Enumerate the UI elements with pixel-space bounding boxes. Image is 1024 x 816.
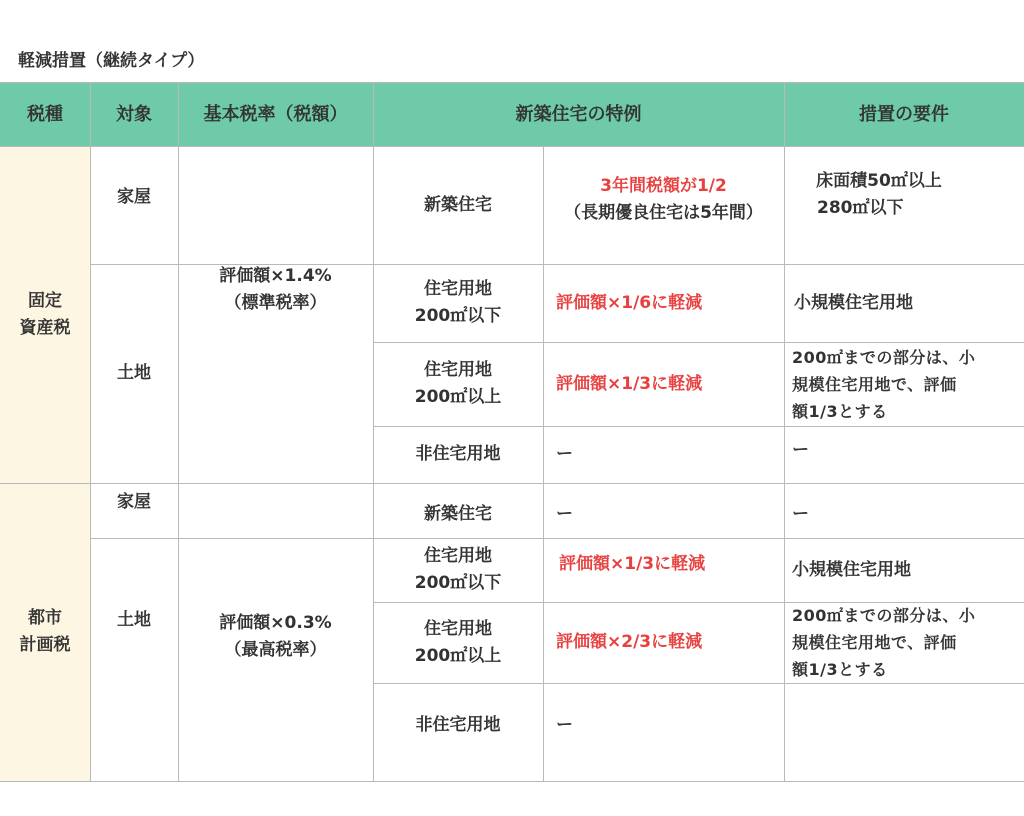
subtarget-city-1 <box>373 538 543 602</box>
target-land-fixed <box>90 264 178 483</box>
requirement-fixed-2-line3: 額1/3とする <box>792 401 888 421</box>
tax-type-fixed-asset-line2: 資産税 <box>19 317 71 338</box>
tax-type-city-planning-line1: 都市 <box>28 608 62 628</box>
subtarget-fixed-0 <box>373 146 543 264</box>
divider <box>0 82 1024 83</box>
divider <box>90 538 1024 539</box>
requirement-fixed-3 <box>784 426 1024 483</box>
divider <box>373 602 1024 603</box>
basic-rate-fixed <box>178 146 373 483</box>
tax-type-fixed-asset-line1: 固定 <box>28 290 62 311</box>
subtarget-city-1-line1: 住宅用地 <box>424 546 492 566</box>
requirement-fixed-2-line2: 規模住宅用地で、評価 <box>792 374 957 394</box>
divider <box>373 342 1024 343</box>
tax-type-fixed-asset <box>0 146 90 483</box>
target-house-fixed-label: 家屋 <box>117 187 151 207</box>
basic-rate-fixed-line2: （標準税率） <box>224 292 327 313</box>
header-target-label: 対象 <box>116 103 152 125</box>
divider <box>543 146 544 781</box>
subtarget-fixed-3 <box>373 426 543 483</box>
requirement-fixed-2 <box>784 342 1024 426</box>
target-house-city <box>90 483 178 538</box>
basic-rate-city <box>178 483 373 781</box>
basic-rate-city-line1: 評価額×0.3% <box>219 613 332 633</box>
header-tax-type <box>0 82 90 146</box>
basic-rate-city-line2: （最高税率） <box>224 640 327 660</box>
requirement-fixed-0-line2: 280㎡以下 <box>817 198 904 218</box>
divider <box>373 426 1024 427</box>
subtarget-fixed-1-line1: 住宅用地 <box>424 279 492 299</box>
target-house-city-label: 家屋 <box>117 492 151 512</box>
requirement-fixed-3-line1: ー <box>792 440 809 460</box>
subtarget-city-1-line2: 200㎡以下 <box>414 573 502 593</box>
subtarget-fixed-2-line1: 住宅用地 <box>424 360 492 380</box>
requirement-city-2 <box>784 602 1024 683</box>
special-fixed-3 <box>543 426 784 483</box>
special-city-1 <box>543 538 784 602</box>
subtarget-fixed-1 <box>373 264 543 342</box>
requirement-fixed-1 <box>784 264 1024 342</box>
header-requirements-label: 措置の要件 <box>859 103 949 125</box>
basic-rate-fixed-line1: 評価額×1.4% <box>219 265 332 286</box>
special-city-2-line1: 評価額×2/3に軽減 <box>556 632 703 652</box>
requirement-city-0 <box>784 483 1024 538</box>
subtarget-city-0-line1: 新築住宅 <box>424 504 492 524</box>
divider <box>0 781 1024 782</box>
header-target <box>90 82 178 146</box>
header-special <box>373 82 784 146</box>
requirement-fixed-2-line1: 200㎡までの部分は、小 <box>792 347 976 367</box>
subtarget-fixed-2 <box>373 342 543 426</box>
divider <box>178 82 179 781</box>
subtarget-fixed-2-line2: 200㎡以上 <box>414 387 502 407</box>
subtarget-city-2-line1: 住宅用地 <box>424 618 492 639</box>
special-city-0 <box>543 483 784 538</box>
divider <box>784 82 785 781</box>
subtarget-fixed-0-line1: 新築住宅 <box>424 194 492 215</box>
subtarget-fixed-3-line1: 非住宅用地 <box>415 444 501 464</box>
special-fixed-0-line1: 3年間税額が1/2 <box>600 176 727 196</box>
special-city-3 <box>543 683 784 781</box>
subtarget-city-2-line2: 200㎡以上 <box>414 645 502 666</box>
divider <box>373 82 374 781</box>
special-fixed-3-line1: ー <box>556 444 573 464</box>
special-city-2 <box>543 602 784 683</box>
subtarget-fixed-1-line2: 200㎡以下 <box>414 306 502 326</box>
divider <box>90 82 91 781</box>
subtarget-city-2 <box>373 602 543 683</box>
subtarget-city-0 <box>373 483 543 538</box>
requirement-city-1 <box>784 538 1024 602</box>
subtarget-city-3 <box>373 683 543 781</box>
target-house-fixed <box>90 146 178 264</box>
divider <box>90 264 1024 265</box>
special-city-1-line1: 評価額×1/3に軽減 <box>559 553 706 574</box>
divider <box>373 683 1024 684</box>
header-special-label: 新築住宅の特例 <box>515 103 642 125</box>
requirement-city-2-line2: 規模住宅用地で、評価 <box>792 633 957 652</box>
target-land-city-label: 土地 <box>117 610 151 630</box>
divider <box>0 146 1024 147</box>
target-land-city <box>90 538 178 781</box>
page-title: 軽減措置（継続タイプ） <box>18 51 205 71</box>
requirement-fixed-0-line1: 床面積50㎡以上 <box>816 171 942 191</box>
special-fixed-2-line1: 評価額×1/3に軽減 <box>556 373 703 394</box>
requirement-fixed-0 <box>784 146 1024 264</box>
requirement-city-3 <box>784 683 1024 781</box>
header-requirements <box>784 82 1024 146</box>
special-fixed-1-line1: 評価額×1/6に軽減 <box>556 292 703 313</box>
tax-type-city-planning-line2: 計画税 <box>19 635 71 655</box>
requirement-fixed-1-line1: 小規模住宅用地 <box>794 292 913 313</box>
divider <box>0 483 1024 484</box>
target-land-fixed-label: 土地 <box>117 363 151 383</box>
header-basic-rate-label: 基本税率（税額） <box>203 103 348 125</box>
requirement-city-0-line1: ー <box>792 504 809 524</box>
header-basic-rate <box>178 82 373 146</box>
header-tax-type-label: 税種 <box>27 103 63 125</box>
requirement-city-1-line1: 小規模住宅用地 <box>792 559 911 580</box>
tax-type-city-planning <box>0 483 90 781</box>
special-fixed-0-line2: （長期優良住宅は5年間） <box>564 203 763 223</box>
subtarget-city-3-line1: 非住宅用地 <box>415 714 501 735</box>
special-city-0-line1: ー <box>556 504 573 524</box>
special-fixed-1 <box>543 264 784 342</box>
special-city-3-line1: ー <box>556 714 573 735</box>
special-fixed-2 <box>543 342 784 426</box>
special-fixed-0 <box>543 146 784 264</box>
requirement-city-2-line3: 額1/3とする <box>792 660 888 679</box>
requirement-city-2-line1: 200㎡までの部分は、小 <box>792 606 976 625</box>
